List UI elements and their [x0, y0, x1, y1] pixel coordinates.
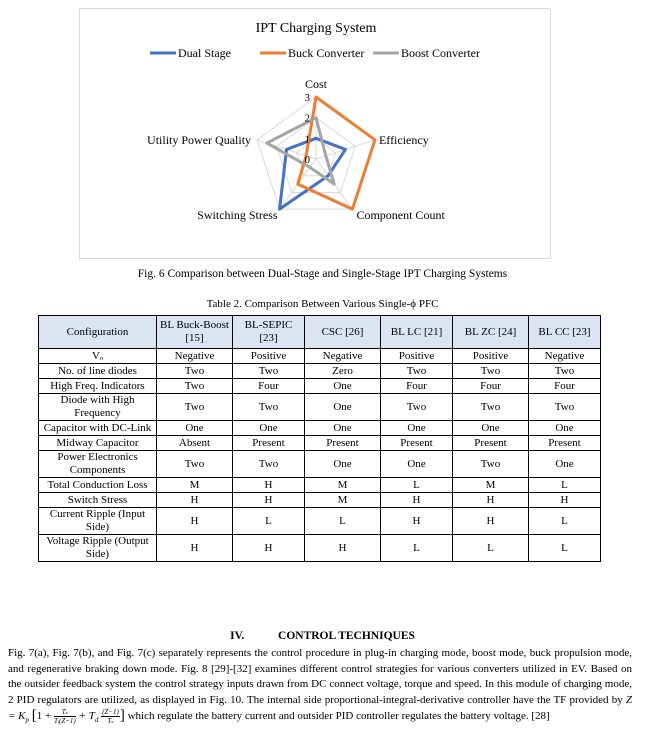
header-cell: BL-SEPIC [23] [233, 316, 305, 349]
table-cell: Two [453, 451, 529, 478]
table-cell: L [453, 535, 529, 562]
scale-tick-label: 0 [304, 154, 310, 166]
table-cell: One [381, 421, 453, 436]
header-cell: BL Buck-Boost [15] [157, 316, 233, 349]
table-cell: Present [529, 436, 601, 451]
row-label-cell: Capacitor with DC-Link [39, 421, 157, 436]
header-cell: BL CC [23] [529, 316, 601, 349]
table-cell: Positive [381, 349, 453, 364]
series-line [280, 138, 346, 209]
table-cell: Two [453, 394, 529, 421]
table-cell: H [453, 508, 529, 535]
table-cell: One [157, 421, 233, 436]
table-cell: Four [529, 379, 601, 394]
header-cell: Configuration [39, 316, 157, 349]
table-row [39, 364, 601, 379]
table-cell: H [233, 535, 305, 562]
paragraph-text-continued: which regulate the battery current and outsider PID controller regulates the battery voltage. [28] [127, 710, 550, 723]
table-cell: M [305, 478, 381, 493]
table-cell: Present [233, 436, 305, 451]
table-cell: One [233, 421, 305, 436]
table-row [39, 436, 601, 451]
row-label-cell: Switch Stress [39, 493, 157, 508]
table-cell: H [381, 493, 453, 508]
table-cell: Present [453, 436, 529, 451]
table-cell: Two [157, 364, 233, 379]
table-cell: Positive [453, 349, 529, 364]
table-cell: H [233, 493, 305, 508]
table-cell: One [453, 421, 529, 436]
table-cell: Zero [305, 364, 381, 379]
table-cell: Two [157, 379, 233, 394]
axis-label: Efficiency [378, 132, 429, 147]
table-cell: One [381, 451, 453, 478]
body-paragraph [8, 646, 632, 729]
table-cell: Four [233, 379, 305, 394]
legend-label: Dual Stage [178, 46, 231, 60]
chart-title: IPT Charging System [255, 21, 377, 36]
row-label-cell: Voltage Ripple (Output Side) [39, 535, 157, 562]
table-row [39, 451, 601, 478]
table-cell: Negative [157, 349, 233, 364]
table-cell: Two [233, 394, 305, 421]
table-cell: M [157, 478, 233, 493]
table-cell: L [529, 508, 601, 535]
axis-label: Component Count [356, 208, 445, 223]
table-row [39, 478, 601, 493]
row-label-cell: Total Conduction Loss [39, 478, 157, 493]
scale-tick-label: 1 [304, 133, 310, 146]
header-cell: BL ZC [24] [453, 316, 529, 349]
table-cell: M [453, 478, 529, 493]
row-label-cell: High Freq. Indicators [39, 379, 157, 394]
table-cell: Two [157, 394, 233, 421]
table-cell: Negative [305, 349, 381, 364]
table-cell: Two [529, 364, 601, 379]
table-cell: Two [529, 394, 601, 421]
header-cell: CSC [26] [305, 316, 381, 349]
header-cell: BL LC [21] [381, 316, 453, 349]
table-cell: H [381, 508, 453, 535]
table-cell: Two [233, 364, 305, 379]
table-cell: Present [381, 436, 453, 451]
radar-chart [80, 9, 552, 260]
table-cell: One [305, 421, 381, 436]
table-row [39, 394, 601, 421]
table-cell: L [381, 535, 453, 562]
table-cell: One [305, 379, 381, 394]
table-cell: Two [381, 394, 453, 421]
table-row [39, 508, 601, 535]
row-label-cell: Current Ripple (Input Side) [39, 508, 157, 535]
table-row [39, 493, 601, 508]
table-cell: H [529, 493, 601, 508]
row-label-cell: Vₒ [39, 349, 157, 364]
table-cell: Two [453, 364, 529, 379]
table-cell: H [453, 493, 529, 508]
row-label-cell: Diode with High Frequency [39, 394, 157, 421]
table-cell: L [381, 478, 453, 493]
table-row [39, 421, 601, 436]
table-cell: Four [381, 379, 453, 394]
section-title: CONTROL TECHNIQUES [278, 630, 415, 642]
table-row [39, 535, 601, 562]
table-cell: Present [305, 436, 381, 451]
scale-tick-label: 2 [304, 112, 310, 125]
section-heading [0, 630, 645, 642]
axis-label: Switching Stress [197, 208, 278, 223]
table-cell: Two [381, 364, 453, 379]
table-cell: H [305, 535, 381, 562]
table-cell: H [233, 478, 305, 493]
legend-label: Buck Converter [288, 46, 365, 60]
figure-caption: Fig. 6 Comparison between Dual-Stage and Single-Stage IPT Charging Systems [137, 268, 508, 280]
table-cell: M [305, 493, 381, 508]
section-number: IV. [230, 630, 245, 642]
table-cell: Four [453, 379, 529, 394]
comparison-table [38, 315, 601, 562]
axis-label: Utility Power Quality [147, 132, 252, 147]
table-cell: H [157, 493, 233, 508]
radar-chart-frame [79, 8, 551, 259]
table-cell: L [529, 535, 601, 562]
row-label-cell: Power Electronics Components [39, 451, 157, 478]
axis-label: Cost [304, 77, 328, 91]
table-cell: Positive [233, 349, 305, 364]
table-cell: One [305, 451, 381, 478]
table-cell: One [305, 394, 381, 421]
table-cell: H [157, 535, 233, 562]
table-cell: One [529, 451, 601, 478]
table-cell: Two [233, 451, 305, 478]
table-cell: Negative [529, 349, 601, 364]
table-row [39, 349, 601, 364]
row-label-cell: No. of line diodes [39, 364, 157, 379]
table-cell: Absent [157, 436, 233, 451]
table-header-row [39, 316, 601, 349]
table-row [39, 379, 601, 394]
table-cell: L [529, 478, 601, 493]
row-label-cell: Midway Capacitor [39, 436, 157, 451]
table-cell: Two [157, 451, 233, 478]
table-cell: One [529, 421, 601, 436]
table-cell: L [233, 508, 305, 535]
table-caption: Table 2. Comparison Between Various Single-ϕ PFC [206, 298, 439, 310]
legend-label: Boost Converter [401, 46, 480, 60]
transfer-function-formula: $Z = K_p$ [1 + $\frac{\text{Tₛ}}{\text{Tᵢ(Z−1)}}$ + $T_d$ $\frac{(Z-1)}{\text{Tₛ}}$ ] [8, 693, 633, 726]
table-cell: H [157, 508, 233, 535]
paragraph-text: Fig. 7(a), Fig. 7(b), and Fig. 7(c) separately represents the control procedure in plug-in charging mode, boost mode, buck propulsion mode, and regenerative braking down mode. Fig. 8 [29]-[32] examines different control strategies for various converters utilized in EV. Based on the outsider feedback system the control strategy inputs drawn from DC connect voltage, torque and speed. In this module of charging mode, 2 PID regulators are utilized, as displayed in Fig. 10. The internal side proportional-integral-derivative controller have the TF provided by [8, 647, 632, 706]
table-cell: L [305, 508, 381, 535]
scale-tick-label: 3 [304, 92, 310, 104]
